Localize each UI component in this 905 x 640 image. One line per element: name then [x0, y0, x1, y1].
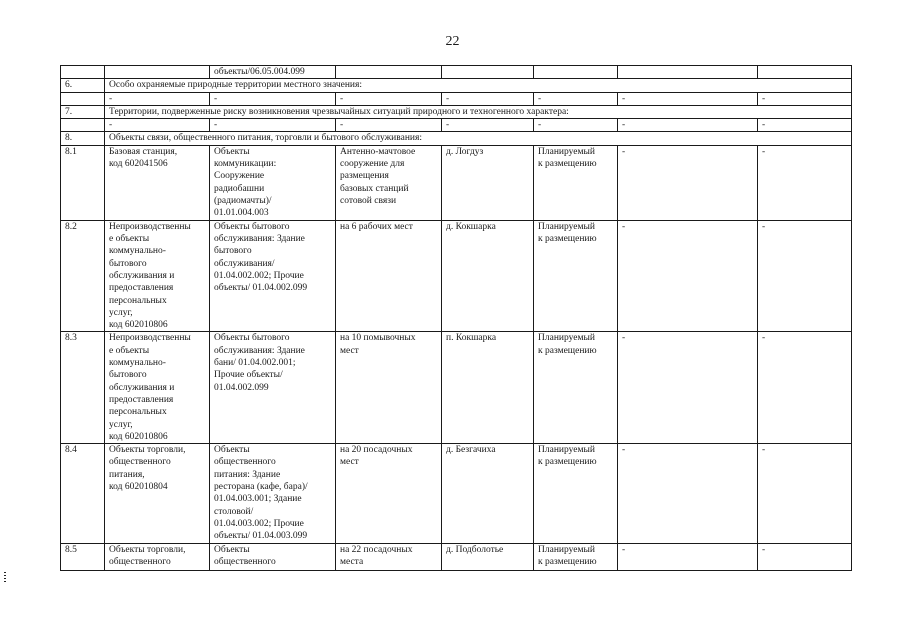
- object-place: д. Подболотье: [442, 543, 534, 570]
- table-cell: -: [758, 220, 852, 332]
- table-cell: -: [618, 92, 758, 105]
- table-cell: объекты/06.05.004.099: [210, 66, 336, 79]
- row-number: 8.1: [61, 145, 105, 220]
- section-header-row: [61, 105, 852, 118]
- table-cell: -: [336, 119, 442, 132]
- object-kind: Объекты общественного: [210, 543, 336, 570]
- table-row: [61, 92, 852, 105]
- object-place: д. Логдуз: [442, 145, 534, 220]
- object-spec: на 10 помывочных мест: [336, 332, 442, 444]
- table-cell: -: [105, 92, 210, 105]
- table-cell: [105, 66, 210, 79]
- table-cell: [442, 66, 534, 79]
- table-cell: -: [618, 444, 758, 543]
- document-table: [60, 65, 852, 571]
- table-cell: -: [758, 444, 852, 543]
- section-title: Объекты связи, общественного питания, торговли и бытового обслуживания:: [105, 132, 852, 145]
- object-place: д. Безгачиха: [442, 444, 534, 543]
- section-number: 6.: [61, 79, 105, 92]
- object-kind: Объекты бытового обслуживания: Здание бытового обслуживания/ 01.04.002.002; Прочие объекты/ 01.04.002.099: [210, 220, 336, 332]
- table-cell: -: [105, 119, 210, 132]
- object-spec: на 20 посадочных мест: [336, 444, 442, 543]
- table-cell: [618, 66, 758, 79]
- object-name: Непроизводственны е объекты коммунально- бытового обслуживания и предоставления персональных услуг, код 602010806: [105, 332, 210, 444]
- table-cell: -: [618, 220, 758, 332]
- table-cell: [61, 66, 105, 79]
- table-cell: -: [758, 145, 852, 220]
- table-cell: -: [210, 119, 336, 132]
- table-row: [61, 66, 852, 79]
- row-number: 8.5: [61, 543, 105, 570]
- table-row: [61, 444, 852, 543]
- object-place: п. Кокшарка: [442, 332, 534, 444]
- object-status: Планируемый к размещению: [534, 444, 618, 543]
- section-title: Территории, подверженные риску возникновения чрезвычайных ситуаций природного и техногенного характера:: [105, 105, 852, 118]
- table-row: [61, 145, 852, 220]
- object-kind: Объекты бытового обслуживания: Здание бани/ 01.04.002.001; Прочие объекты/ 01.04.002.099: [210, 332, 336, 444]
- object-status: Планируемый к размещению: [534, 543, 618, 570]
- object-status: Планируемый к размещению: [534, 220, 618, 332]
- section-header-row: [61, 79, 852, 92]
- page-number: 22: [445, 34, 460, 49]
- section-header-row: [61, 132, 852, 145]
- table-cell: [61, 92, 105, 105]
- object-place: д. Кокшарка: [442, 220, 534, 332]
- object-name: Непроизводственны е объекты коммунально- бытового обслуживания и предоставления персональных услуг, код 602010806: [105, 220, 210, 332]
- row-number: 8.4: [61, 444, 105, 543]
- table-row: [61, 543, 852, 570]
- section-title: Особо охраняемые природные территории местного значения:: [105, 79, 852, 92]
- object-name: Базовая станция, код 602041506: [105, 145, 210, 220]
- object-status: Планируемый к размещению: [534, 332, 618, 444]
- table-cell: -: [758, 543, 852, 570]
- table-row: [61, 332, 852, 444]
- table-cell: -: [618, 119, 758, 132]
- table-cell: -: [618, 145, 758, 220]
- table-cell: -: [618, 543, 758, 570]
- table-cell: [61, 119, 105, 132]
- table-cell: [758, 66, 852, 79]
- object-status: Планируемый к размещению: [534, 145, 618, 220]
- table-cell: -: [758, 119, 852, 132]
- table-cell: -: [442, 119, 534, 132]
- object-kind: Объекты общественного питания: Здание ресторана (кафе, бара)/ 01.04.003.001; Здание столовой/ 01.04.003.002; Прочие объекты/ 01.04.003.099: [210, 444, 336, 543]
- table-row: [61, 220, 852, 332]
- table-cell: -: [534, 92, 618, 105]
- section-number: 7.: [61, 105, 105, 118]
- margin-mark: [4, 572, 6, 584]
- object-spec: на 22 посадочных места: [336, 543, 442, 570]
- object-kind: Объекты коммуникации: Сооружение радиобашни (радиомачты)/ 01.01.004.003: [210, 145, 336, 220]
- object-name: Объекты торговли, общественного питания, код 602010804: [105, 444, 210, 543]
- table-cell: [534, 66, 618, 79]
- row-number: 8.3: [61, 332, 105, 444]
- table-cell: -: [758, 92, 852, 105]
- table-row: [61, 119, 852, 132]
- row-number: 8.2: [61, 220, 105, 332]
- table-cell: -: [618, 332, 758, 444]
- table-cell: -: [210, 92, 336, 105]
- table-cell: [336, 66, 442, 79]
- section-number: 8.: [61, 132, 105, 145]
- table-cell: -: [442, 92, 534, 105]
- object-spec: на 6 рабочих мест: [336, 220, 442, 332]
- object-spec: Антенно-мачтовое сооружение для размещения базовых станций сотовой связи: [336, 145, 442, 220]
- table-cell: -: [534, 119, 618, 132]
- table-cell: -: [336, 92, 442, 105]
- table-cell: -: [758, 332, 852, 444]
- object-name: Объекты торговли, общественного: [105, 543, 210, 570]
